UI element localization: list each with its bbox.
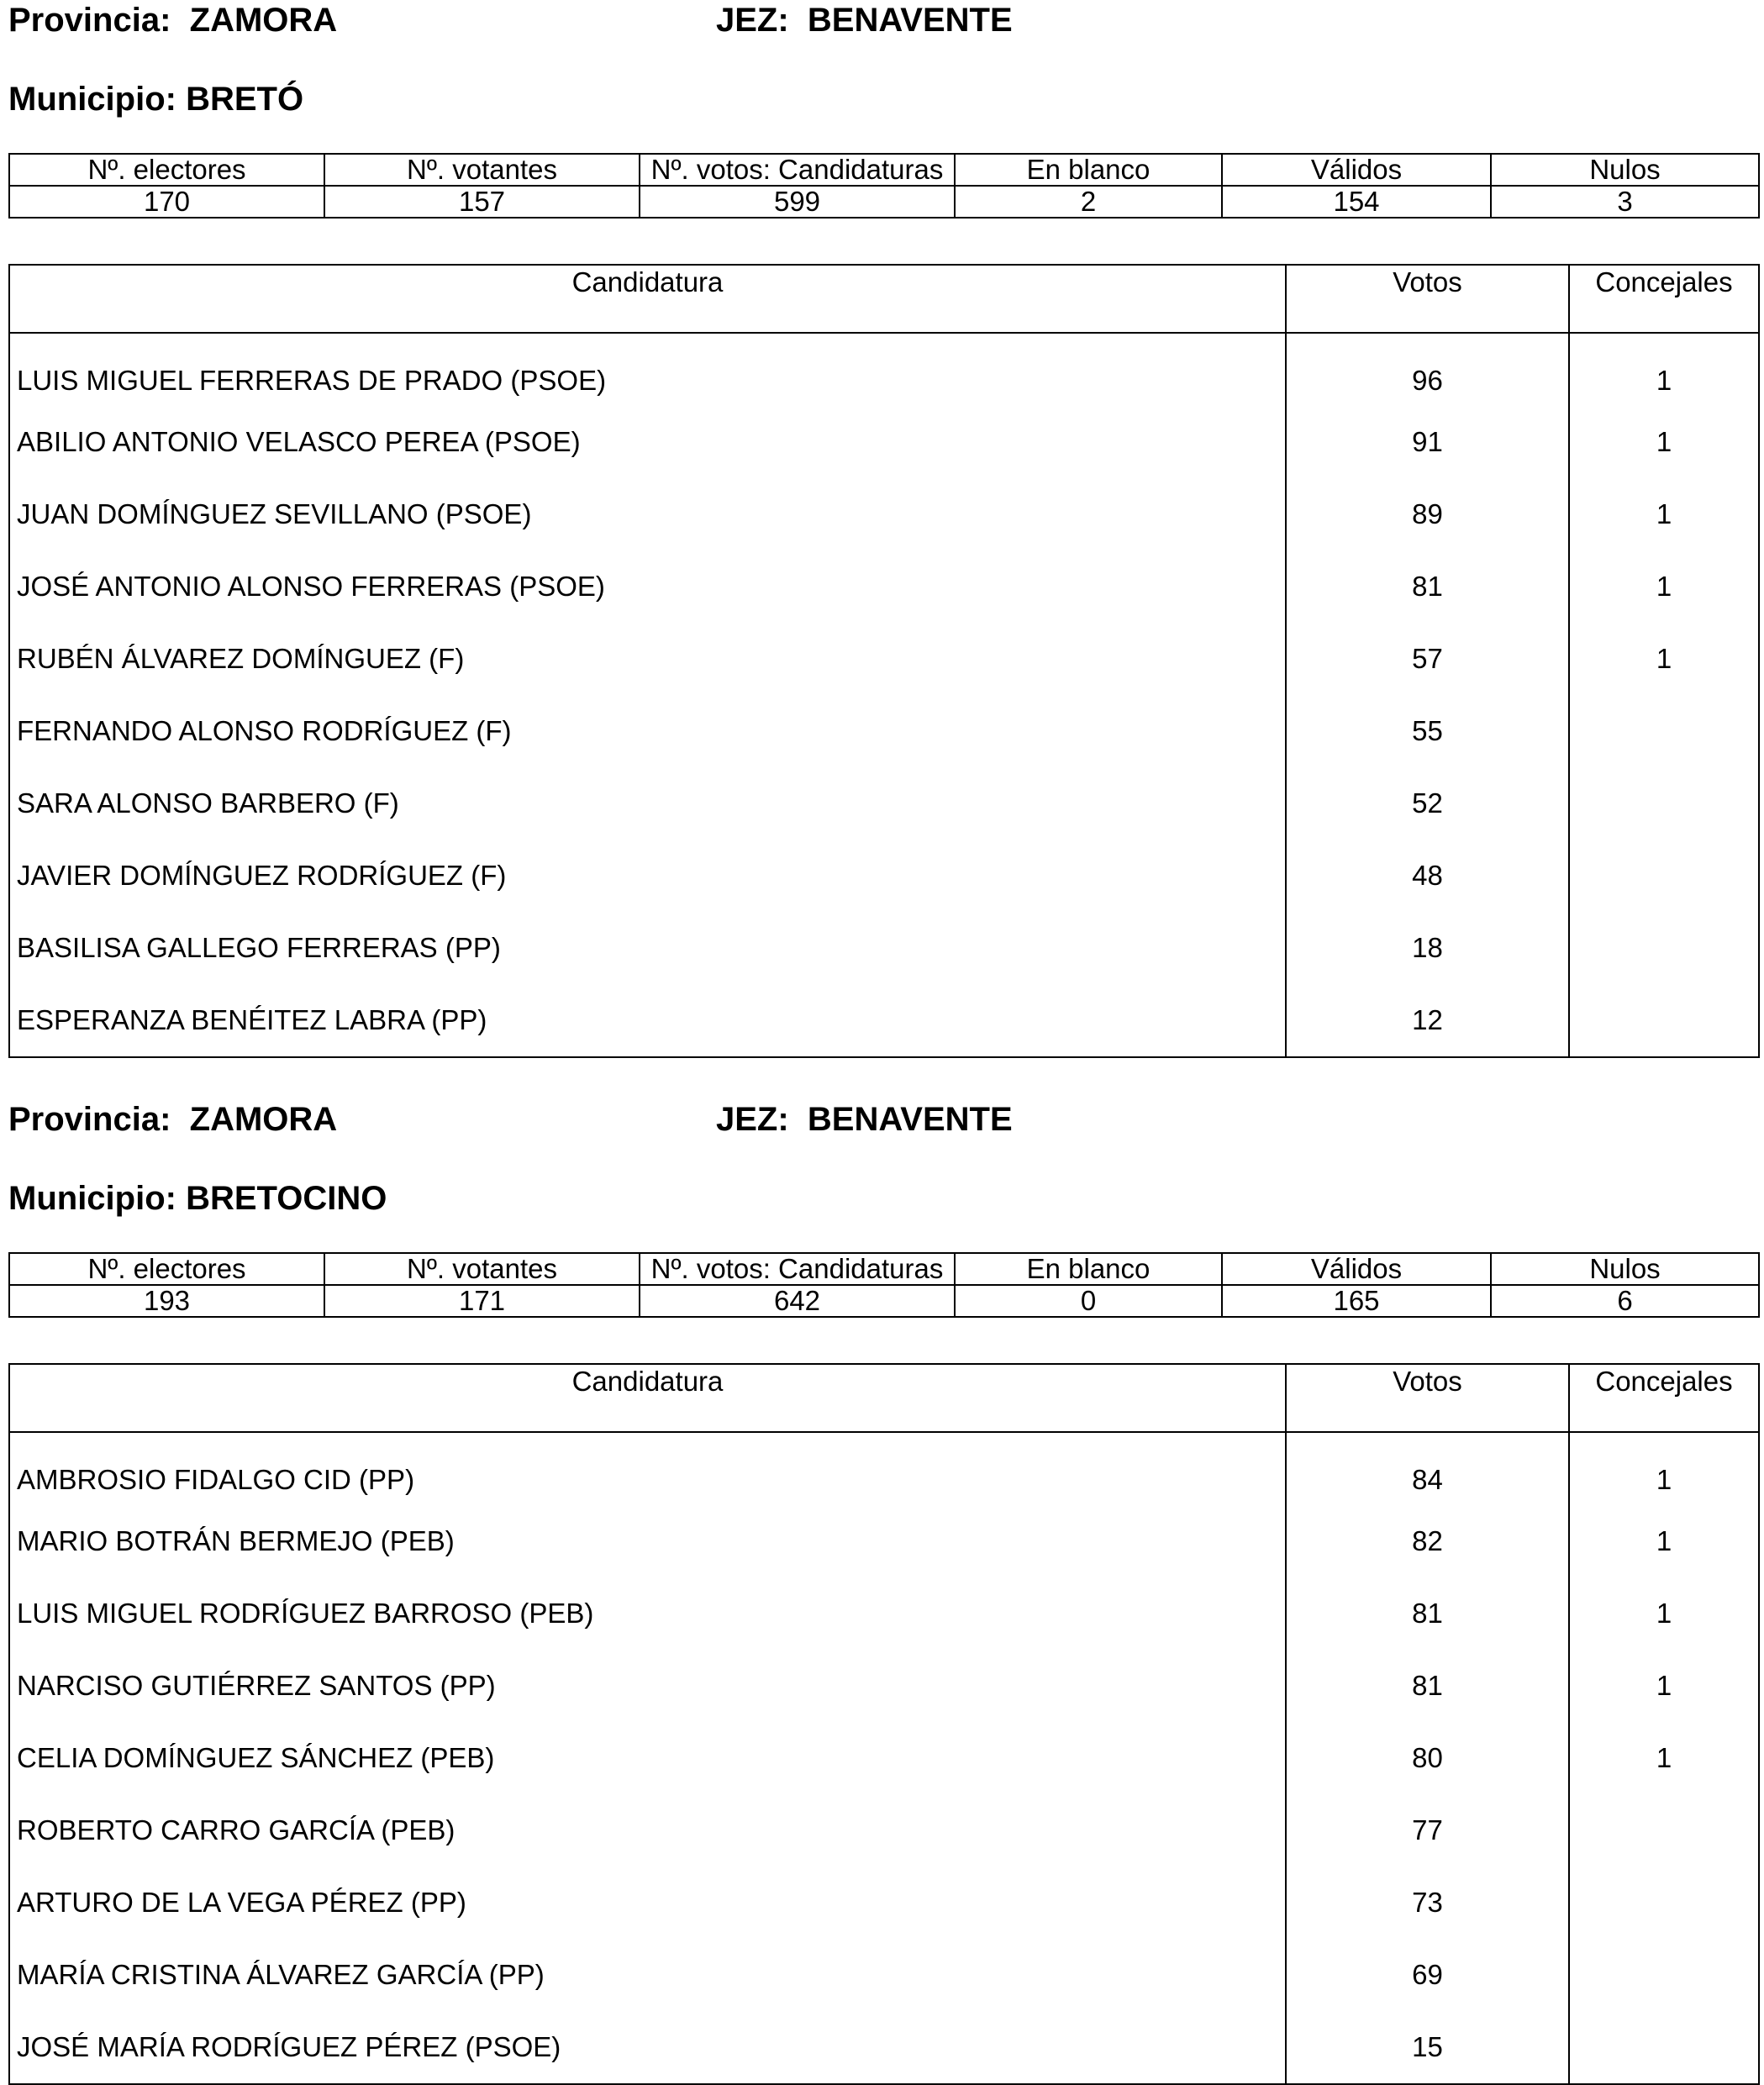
provincia-label: Provincia: xyxy=(8,2,171,39)
candidate-concejales xyxy=(1569,912,1759,984)
candidate-name: CELIA DOMÍNGUEZ SÁNCHEZ (PEB) xyxy=(9,1722,1286,1794)
candidate-votes: 55 xyxy=(1286,695,1569,767)
candidate-concejales xyxy=(1569,1794,1759,1866)
stats-value-row xyxy=(9,186,1759,218)
candidate-votes: 57 xyxy=(1286,623,1569,695)
candidate-votes: 69 xyxy=(1286,1939,1569,2011)
candidate-name: JOSÉ ANTONIO ALONSO FERRERAS (PSOE) xyxy=(9,550,1286,623)
candidate-row xyxy=(9,912,1759,984)
candidates-header-cell: Votos xyxy=(1286,265,1569,333)
candidates-header-cell: Candidatura xyxy=(9,265,1286,333)
jez-header xyxy=(716,0,1013,40)
jez-label: JEZ: xyxy=(716,1101,789,1138)
stats-table xyxy=(8,153,1760,219)
candidate-row xyxy=(9,2011,1759,2084)
candidate-votes: 91 xyxy=(1286,406,1569,478)
candidates-table xyxy=(8,264,1760,1058)
candidate-name: ARTURO DE LA VEGA PÉREZ (PP) xyxy=(9,1866,1286,1939)
candidate-name: ESPERANZA BENÉITEZ LABRA (PP) xyxy=(9,984,1286,1057)
candidate-concejales xyxy=(1569,1939,1759,2011)
candidate-votes: 81 xyxy=(1286,1577,1569,1650)
stats-value-cell: 0 xyxy=(955,1285,1222,1317)
stats-value-row xyxy=(9,1285,1759,1317)
candidate-votes: 96 xyxy=(1286,333,1569,406)
candidate-concejales: 1 xyxy=(1569,1722,1759,1794)
candidate-row xyxy=(9,1505,1759,1577)
candidate-name: MARIO BOTRÁN BERMEJO (PEB) xyxy=(9,1505,1286,1577)
candidate-concejales xyxy=(1569,767,1759,840)
candidate-votes: 12 xyxy=(1286,984,1569,1057)
candidate-votes: 52 xyxy=(1286,767,1569,840)
candidate-concejales xyxy=(1569,1866,1759,1939)
candidate-name: JOSÉ MARÍA RODRÍGUEZ PÉREZ (PSOE) xyxy=(9,2011,1286,2084)
stats-table xyxy=(8,1252,1760,1318)
candidate-row xyxy=(9,1722,1759,1794)
candidate-row xyxy=(9,550,1759,623)
municipio-value: BRETÓ xyxy=(186,81,304,118)
candidate-concejales: 1 xyxy=(1569,406,1759,478)
candidate-name: AMBROSIO FIDALGO CID (PP) xyxy=(9,1432,1286,1505)
stats-header-row xyxy=(9,1253,1759,1285)
stats-header-cell: Nº. votos: Candidaturas xyxy=(640,154,955,186)
candidate-row xyxy=(9,1794,1759,1866)
candidate-votes: 73 xyxy=(1286,1866,1569,1939)
candidate-name: LUIS MIGUEL RODRÍGUEZ BARROSO (PEB) xyxy=(9,1577,1286,1650)
candidate-name: SARA ALONSO BARBERO (F) xyxy=(9,767,1286,840)
candidate-concejales: 1 xyxy=(1569,550,1759,623)
stats-value-cell: 154 xyxy=(1222,186,1491,218)
candidates-header-row xyxy=(9,1364,1759,1432)
stats-value-cell: 6 xyxy=(1491,1285,1759,1317)
candidate-row xyxy=(9,695,1759,767)
stats-value-cell: 642 xyxy=(640,1285,955,1317)
candidate-row xyxy=(9,333,1759,406)
stats-header-cell: Válidos xyxy=(1222,1253,1491,1285)
candidate-votes: 81 xyxy=(1286,550,1569,623)
provincia-value: ZAMORA xyxy=(189,1101,338,1138)
candidate-votes: 80 xyxy=(1286,1722,1569,1794)
stats-header-cell: Nulos xyxy=(1491,1253,1759,1285)
candidate-name: ABILIO ANTONIO VELASCO PEREA (PSOE) xyxy=(9,406,1286,478)
candidate-concejales: 1 xyxy=(1569,1432,1759,1505)
stats-value-cell: 2 xyxy=(955,186,1222,218)
candidate-votes: 89 xyxy=(1286,478,1569,550)
stats-header-cell: Nº. electores xyxy=(9,154,324,186)
candidates-header-cell: Votos xyxy=(1286,1364,1569,1432)
candidate-row xyxy=(9,1650,1759,1722)
provincia-value: ZAMORA xyxy=(189,2,338,39)
candidate-concejales: 1 xyxy=(1569,478,1759,550)
candidate-concejales: 1 xyxy=(1569,1650,1759,1722)
stats-header-cell: Nº. votantes xyxy=(324,154,640,186)
candidates-header-cell: Candidatura xyxy=(9,1364,1286,1432)
stats-value-cell: 165 xyxy=(1222,1285,1491,1317)
provincia-label: Provincia: xyxy=(8,1101,171,1138)
municipio-header xyxy=(8,1178,387,1219)
stats-value-cell: 193 xyxy=(9,1285,324,1317)
candidate-concejales xyxy=(1569,984,1759,1057)
candidates-header-row xyxy=(9,265,1759,333)
stats-header-cell: Nº. electores xyxy=(9,1253,324,1285)
candidate-row xyxy=(9,406,1759,478)
candidate-name: RUBÉN ÁLVAREZ DOMÍNGUEZ (F) xyxy=(9,623,1286,695)
candidate-concejales xyxy=(1569,840,1759,912)
candidate-concejales: 1 xyxy=(1569,1577,1759,1650)
municipio-header xyxy=(8,79,303,119)
provincia-header xyxy=(8,1099,337,1140)
candidate-row xyxy=(9,1939,1759,2011)
candidates-table xyxy=(8,1363,1760,2085)
stats-header-cell: Nulos xyxy=(1491,154,1759,186)
candidate-name: FERNANDO ALONSO RODRÍGUEZ (F) xyxy=(9,695,1286,767)
candidate-row xyxy=(9,478,1759,550)
candidate-row xyxy=(9,623,1759,695)
candidate-votes: 18 xyxy=(1286,912,1569,984)
stats-header-cell: Nº. votantes xyxy=(324,1253,640,1285)
stats-value-cell: 599 xyxy=(640,186,955,218)
candidates-header-cell: Concejales xyxy=(1569,265,1759,333)
jez-value: BENAVENTE xyxy=(807,1101,1013,1138)
candidate-votes: 48 xyxy=(1286,840,1569,912)
candidate-name: ROBERTO CARRO GARCÍA (PEB) xyxy=(9,1794,1286,1866)
stats-value-cell: 157 xyxy=(324,186,640,218)
candidate-row xyxy=(9,1432,1759,1505)
stats-value-cell: 3 xyxy=(1491,186,1759,218)
stats-header-cell: En blanco xyxy=(955,1253,1222,1285)
jez-label: JEZ: xyxy=(716,2,789,39)
candidate-concejales: 1 xyxy=(1569,1505,1759,1577)
candidate-votes: 15 xyxy=(1286,2011,1569,2084)
municipio-value: BRETOCINO xyxy=(186,1180,387,1217)
candidate-name: NARCISO GUTIÉRREZ SANTOS (PP) xyxy=(9,1650,1286,1722)
provincia-header xyxy=(8,0,337,40)
stats-header-cell: Válidos xyxy=(1222,154,1491,186)
candidate-name: MARÍA CRISTINA ÁLVAREZ GARCÍA (PP) xyxy=(9,1939,1286,2011)
candidate-votes: 77 xyxy=(1286,1794,1569,1866)
candidate-row xyxy=(9,984,1759,1057)
candidate-row xyxy=(9,767,1759,840)
candidate-concejales: 1 xyxy=(1569,623,1759,695)
candidate-concejales: 1 xyxy=(1569,333,1759,406)
candidate-concejales xyxy=(1569,2011,1759,2084)
candidates-header-cell: Concejales xyxy=(1569,1364,1759,1432)
candidate-name: LUIS MIGUEL FERRERAS DE PRADO (PSOE) xyxy=(9,333,1286,406)
candidate-votes: 82 xyxy=(1286,1505,1569,1577)
municipio-label: Municipio: xyxy=(8,81,176,118)
candidate-name: JUAN DOMÍNGUEZ SEVILLANO (PSOE) xyxy=(9,478,1286,550)
municipio-label: Municipio: xyxy=(8,1180,176,1217)
stats-header-cell: En blanco xyxy=(955,154,1222,186)
candidate-row xyxy=(9,840,1759,912)
stats-value-cell: 171 xyxy=(324,1285,640,1317)
candidate-row xyxy=(9,1866,1759,1939)
candidate-votes: 81 xyxy=(1286,1650,1569,1722)
jez-value: BENAVENTE xyxy=(807,2,1013,39)
jez-header xyxy=(716,1099,1013,1140)
candidate-votes: 84 xyxy=(1286,1432,1569,1505)
stats-header-row xyxy=(9,154,1759,186)
candidate-name: JAVIER DOMÍNGUEZ RODRÍGUEZ (F) xyxy=(9,840,1286,912)
candidate-concejales xyxy=(1569,695,1759,767)
candidate-row xyxy=(9,1577,1759,1650)
stats-value-cell: 170 xyxy=(9,186,324,218)
stats-header-cell: Nº. votos: Candidaturas xyxy=(640,1253,955,1285)
candidate-name: BASILISA GALLEGO FERRERAS (PP) xyxy=(9,912,1286,984)
